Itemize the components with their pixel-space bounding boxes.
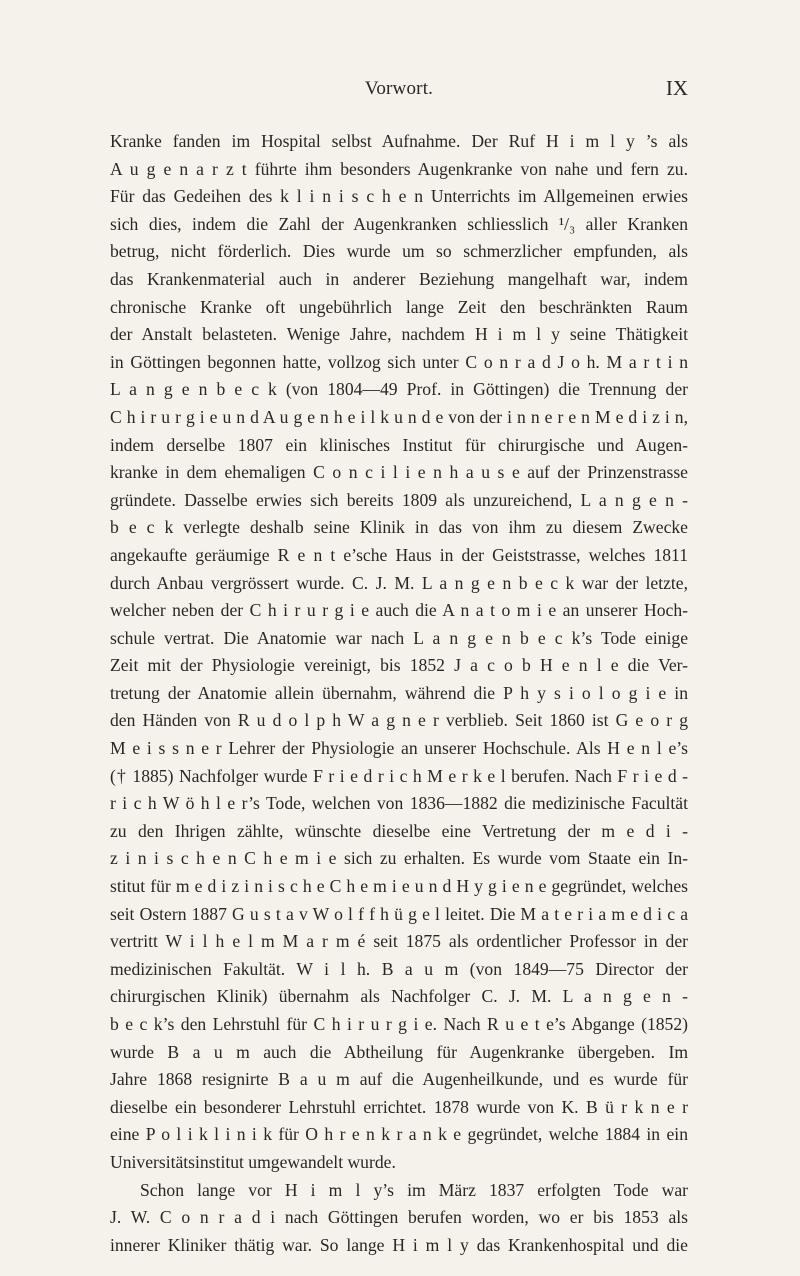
text-line: indem derselbe 1807 ein klinisches Institut für chirurgische und Augen-: [110, 434, 688, 455]
text-line: in Göttingen begonnen hatte, vollzog sich unter C o n r a d J o h. M a r t i n: [110, 351, 688, 372]
text-line-paragraph-end: Universitätsinstitut umgewandelt wurde.: [110, 1151, 396, 1172]
text-line: kranke in dem ehemaligen C o n c i l i e n h a u s e auf der Prinzenstrasse: [110, 462, 688, 483]
page-number: IX: [665, 76, 688, 100]
text-line: z i n i s c h e n C h e m i e sich zu erhalten. Es wurde vom Staate ein In-: [110, 848, 688, 869]
text-line: M e i s s n e r Lehrer der Physiologie an unserer Hochschule. Als H e n l e’s: [110, 738, 688, 759]
text-line: b e c k’s den Lehrstuhl für C h i r u r g i e. Nach R u e t e’s Abgange (1852): [110, 1014, 688, 1034]
text-line: gründete. Dasselbe erwies sich bereits 1809 als unzureichend, L a n g e n -: [110, 489, 688, 510]
page-header: [110, 76, 688, 106]
text-line: vertritt W i l h e l m M a r m é seit 1875 als ordentlicher Professor in der: [110, 931, 688, 952]
text-line: seit Ostern 1887 G u s t a v W o l f f h ü g e l leitet. Die M a t e r i a m e d i c a: [110, 903, 688, 924]
text-line: der Anstalt belasteten. Wenige Jahre, nachdem H i m l y seine Thätigkeit: [110, 324, 688, 345]
text-line: wurde B a u m auch die Abtheilung für Augenkranke übergeben. Im: [110, 1041, 688, 1062]
text-line: angekaufte geräumige R e n t e’sche Haus in der Geiststrasse, welches 1811: [110, 544, 688, 565]
text-line: stitut für m e d i z i n i s c h e C h e m i e u n d H y g i e n e gegründet, welches: [110, 876, 688, 897]
text-line: chirurgischen Klinik) übernahm als Nachfolger C. J. M. L a n g e n -: [110, 986, 688, 1007]
text-line: Zeit mit der Physiologie vereinigt, bis 1852 J a c o b H e n l e die Ver-: [110, 655, 688, 676]
text-line: b e c k verlegte deshalb seine Klinik in das von ihm zu diesem Zwecke: [110, 517, 688, 538]
text-line: Jahre 1868 resignirte B a u m auf die Augenheilkunde, und es wurde für: [110, 1069, 688, 1090]
text-line: Kranke fanden im Hospital selbst Aufnahme. Der Ruf H i m l y ’s als: [110, 131, 688, 151]
text-line: sich dies, indem die Zahl der Augenkranken schliesslich ¹/₃ aller Kranken: [110, 213, 688, 234]
running-title: Vorwort.: [364, 78, 434, 99]
text-line: C h i r u r g i e u n d A u g e n h e i l k u n d e von der i n n e r e n M e d i z i n,: [110, 406, 688, 427]
text-line: medizinischen Fakultät. W i l h. B a u m (von 1849—75 Director der: [110, 958, 688, 979]
text-line: L a n g e n b e c k (von 1804—49 Prof. in Göttingen) die Trennung der: [110, 379, 688, 400]
text-line: schule vertrat. Die Anatomie war nach L a n g e n b e c k’s Tode einige: [110, 627, 688, 648]
text-line: das Krankenmaterial auch in anderer Beziehung mangelhaft war, indem: [110, 268, 688, 289]
text-line: chronische Kranke oft ungebührlich lange Zeit den beschränkten Raum: [110, 296, 688, 317]
text-line: A u g e n a r z t führte ihm besonders Augenkranke von nahe und fern zu.: [110, 158, 688, 179]
text-line: J. W. C o n r a d i nach Göttingen berufen worden, wo er bis 1853 als: [110, 1207, 688, 1228]
text-line: welcher neben der C h i r u r g i e auch die A n a t o m i e an unserer Hoch-: [110, 600, 688, 621]
text-line: dieselbe ein besonderer Lehrstuhl errichtet. 1878 wurde von K. B ü r k n e r: [110, 1096, 688, 1117]
text-line: zu den Ihrigen zählte, wünschte dieselbe eine Vertretung der m e d i -: [110, 820, 688, 841]
text-line: († 1885) Nachfolger wurde F r i e d r i c h M e r k e l berufen. Nach F r i e d -: [110, 765, 688, 786]
text-line: betrug, nicht förderlich. Dies wurde um so schmerzlicher empfunden, als: [110, 241, 688, 262]
body-text: [110, 128, 688, 1259]
text-line: durch Anbau vergrössert wurde. C. J. M. L a n g e n b e c k war der letzte,: [110, 572, 688, 593]
text-line: den Händen von R u d o l p h W a g n e r verblieb. Seit 1860 ist G e o r g: [110, 710, 688, 731]
text-line: innerer Kliniker thätig war. So lange H i m l y das Krankenhospital und die: [110, 1234, 688, 1255]
text-line: tretung der Anatomie allein übernahm, während die P h y s i o l o g i e in: [110, 682, 688, 703]
text-line: r i c h W ö h l e r’s Tode, welchen von 1836—1882 die medizinische Facultät: [110, 793, 688, 814]
text-line: Für das Gedeihen des k l i n i s c h e n Unterrichts im Allgemeinen erwies: [110, 186, 688, 207]
text-line: eine P o l i k l i n i k für O h r e n k r a n k e gegründet, welche 1884 in ein: [110, 1124, 688, 1145]
text-line-paragraph-start: Schon lange vor H i m l y’s im März 1837 erfolgten Tode war: [140, 1179, 688, 1200]
